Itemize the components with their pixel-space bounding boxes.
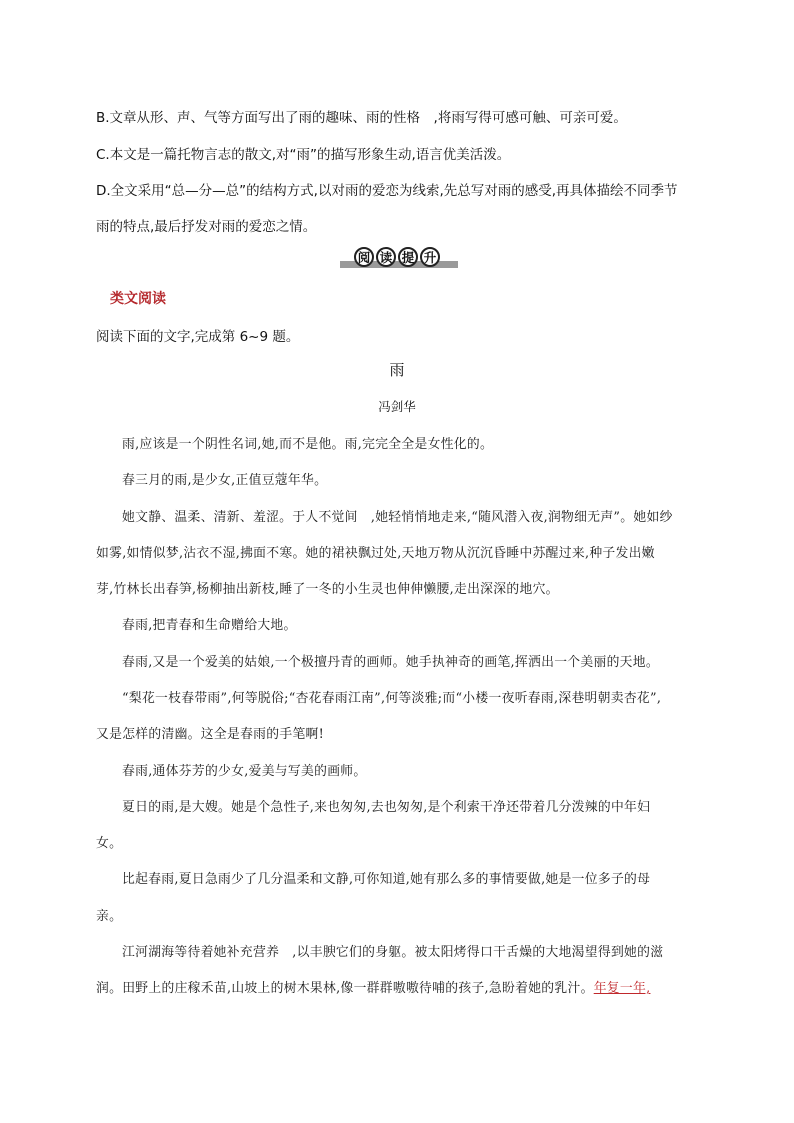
option-d-line1: D.全文采用“总—分—总”的结构方式,以对雨的爱恋为线索,先总写对雨的感受,再具体描绘不同季节 — [96, 183, 678, 199]
banner-char-4: 升 — [420, 247, 440, 267]
banner-char-1: 阅 — [354, 247, 374, 267]
essay-line: 雨,应该是一个阴性名词,她,而不是他。雨,完完全全是女性化的。 — [122, 437, 494, 452]
option-b: B.文章从形、声、气等方面写出了雨的趣味、雨的性格 ,将雨写得可感可触、可亲可爱。 — [96, 110, 627, 126]
option-c: C.本文是一篇托物言志的散文,对“雨”的描写形象生动,语言优美活泼。 — [96, 147, 511, 163]
essay-line: 夏日的雨,是大嫂。她是个急性子,来也匆匆,去也匆匆,是个利索干净还带着几分泼辣的中年妇 — [122, 800, 651, 815]
essay-line: 如雾,如情似梦,沾衣不湿,拂面不寒。她的裙袂飘过处,天地万物从沉沉昏睡中苏醒过来,种子发出嫩 — [96, 546, 655, 561]
essay-line: 又是怎样的清幽。这全是春雨的手笔啊! — [96, 727, 325, 742]
banner-char-2: 读 — [376, 247, 396, 267]
essay-author: 冯剑华 — [378, 399, 416, 414]
essay-line: 亲。 — [96, 909, 123, 924]
option-d-line2: 雨的特点,最后抒发对雨的爱恋之情。 — [96, 219, 317, 235]
essay-line-last — [96, 977, 650, 996]
essay-line-text: 润。田野上的庄稼禾苗,山坡上的树木果林,像一群群嗷嗷待哺的孩子,急盼着她的乳汁。 — [96, 981, 594, 996]
essay-line: 她文静、温柔、清新、羞涩。于人不觉间 ,她轻悄悄地走来,“随风潜入夜,润物细无声”。她如纱 — [122, 510, 673, 525]
essay-line: 比起春雨,夏日急雨少了几分温柔和文静,可你知道,她有那么多的事情要做,她是一位多子的母 — [122, 872, 651, 887]
section-title: 类文阅读 — [110, 291, 166, 307]
essay-line: 春雨,通体芬芳的少女,爱美与写美的画师。 — [122, 764, 367, 779]
banner-char-3: 提 — [398, 247, 418, 267]
essay-line: 春雨,又是一个爱美的姑娘,一个极擅丹青的画师。她手执神奇的画笔,挥洒出一个美丽的天地。 — [122, 655, 659, 670]
essay-title: 雨 — [389, 361, 405, 379]
essay-line: 芽,竹林长出春笋,杨柳抽出新枝,睡了一冬的小生灵也伸伸懒腰,走出深深的地穴。 — [96, 582, 559, 597]
reading-instruction: 阅读下面的文字,完成第 6~9 题。 — [96, 329, 300, 345]
reading-improvement-banner — [340, 246, 458, 272]
essay-line: 江河湖海等待着她补充营养 ,以丰腴它们的身躯。被太阳烤得口干舌燥的大地渴望得到她的滋 — [122, 945, 664, 960]
essay-line: 春三月的雨,是少女,正值豆蔻年华。 — [122, 473, 328, 488]
underlined-phrase: 年复一年, — [593, 981, 651, 996]
essay-line: 春雨,把青春和生命赠给大地。 — [122, 618, 297, 633]
essay-line: 女。 — [96, 836, 123, 851]
essay-line: “梨花一枝春带雨”,何等脱俗;“杏花春雨江南”,何等淡雅;而“小楼一夜听春雨,深巷明朝卖杏花”, — [122, 691, 662, 706]
